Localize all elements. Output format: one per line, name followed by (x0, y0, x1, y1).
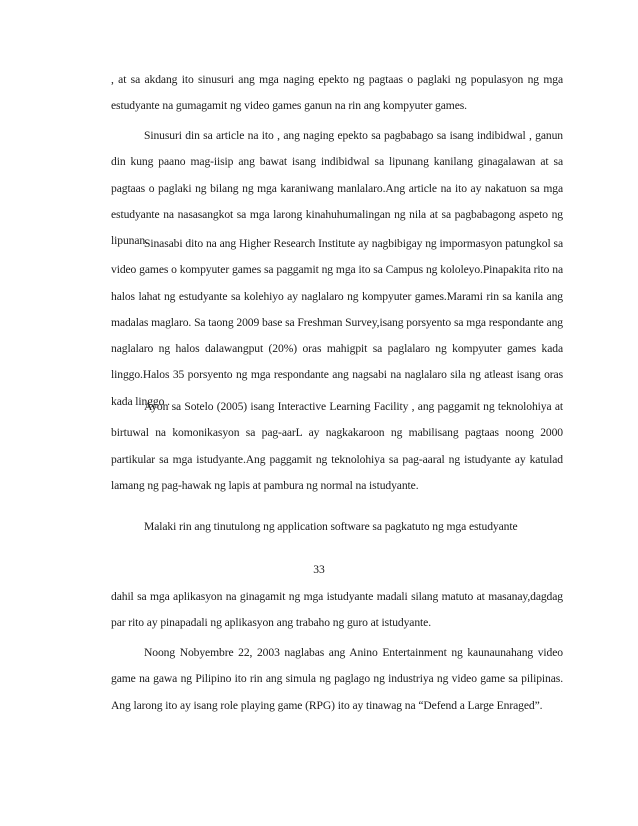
paragraph-application-software: Malaki rin ang tinutulong ng application software sa pagkatuto ng mga estudyante (144, 520, 518, 533)
paragraph-populasyon: , at sa akdang ito sinusuri ang mga naging epekto ng pagtaas o paglaki ng populasyon ng mga estudyante na gumagamit ng video games ganun na rin ang kompyuter games. (111, 73, 563, 113)
page-number: 33 (313, 563, 325, 576)
paragraph-higher-research-institute: Sinasabi dito na ang Higher Research Institute ay nagbibigay ng impormasyon patungkol sa video games o kompyuter games sa paggamit ng mga ito sa Campus ng kololeyo.Pinapakita rito na halos lahat ng estudyante sa kolehiyo ay naglalaro ng kompyuter games.Marami rin sa kanila ang madalas maglaro. Sa taong 2009 base sa Freshman Survey,isang porsyento sa mga respondante ang naglalaro ng halos dalawangput (20%) oras mahigpit sa paglalaro ng kompyuter games kada linggo.Halos 35 porsyento ng mga respondante ang nagsabi na naglalaro sila ng atleast isang oras kada linggo . (111, 237, 563, 408)
paragraph-anino-entertainment: Noong Nobyembre 22, 2003 naglabas ang Anino Entertainment ng kaunaunahang video game na gawa ng Pilipino ito rin ang simula ng paglago ng industriya ng video game sa pilipinas. Ang larong ito ay isang role playing game (RPG) ito ay tinawag na “Defend a Large Enraged”. (111, 646, 563, 712)
paragraph-aplikasyon-continued: dahil sa mga aplikasyon na ginagamit ng mga istudyante madali silang matuto at masanay,dagdag par rito ay pinapadali ng aplikasyon ang trabaho ng guro at istudyante. (111, 590, 563, 630)
paragraph-article-indibidwal: Sinusuri din sa article na ito , ang naging epekto sa pagbabago sa isang indibidwal , ganun din kung paano mag-iisip ang bawat isang indibidwal sa lipunang kanilang ginagalawan at sa pagtaas o paglaki ng bilang ng mga karaniwang manlalaro.Ang article na ito ay nakatuon sa mga estudyante na nasasangkot sa mga larong kinahuhumalingan ng nila at sa pagbabagong aspeto ng lipunan. (111, 129, 563, 248)
paragraph-sotelo: Ayon sa Sotelo (2005) isang Interactive Learning Facility , ang paggamit ng teknolohiya at birtuwal na komonikasyon sa pag-aarL ay nagkakaroon ng mabilisang pagtaas noong 2000 partikular sa mga istudyante.Ang paggamit ng teknolohiya sa pag-aaral ng istudyante ay katulad lamang ng pag-hawak ng lapis at pambura ng normal na istudyante. (111, 400, 563, 492)
